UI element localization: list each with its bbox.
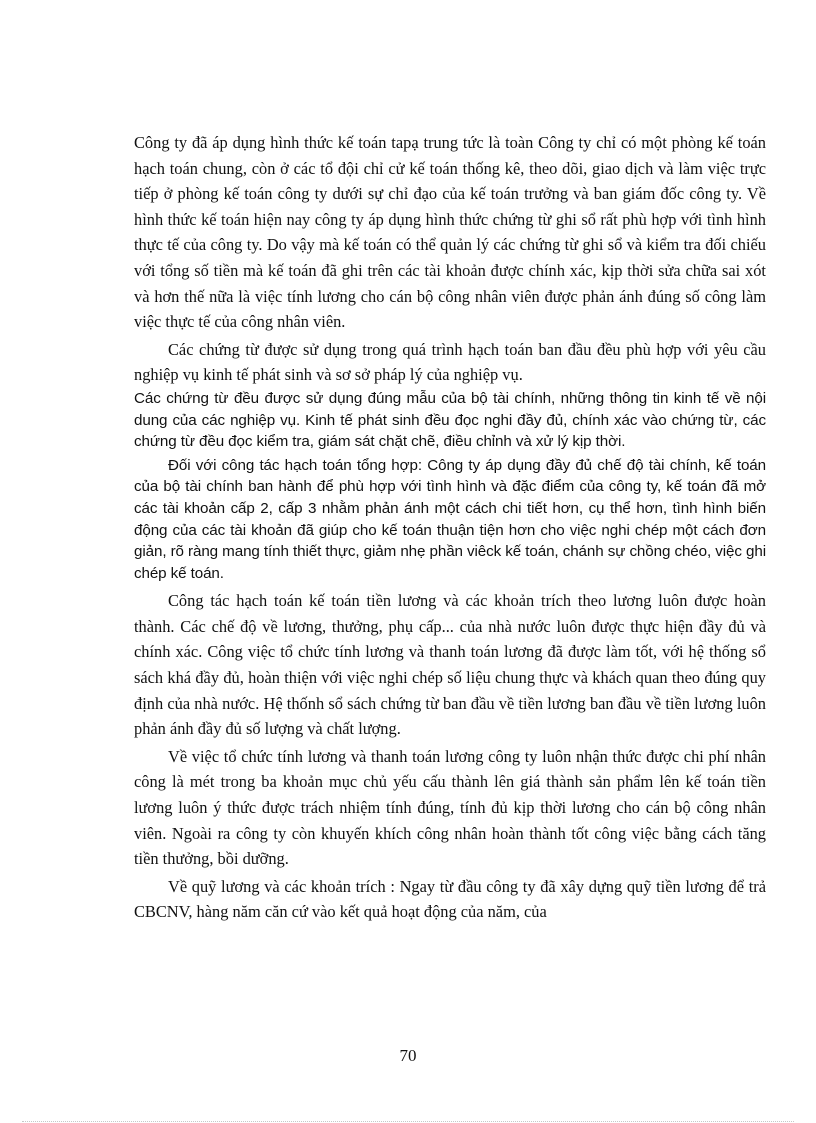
paragraph-salary-fund: Về quỹ lương và các khoản trích : Ngay từ đầu công ty đã xây dựng quỹ tiền lương để trả CBCNV, hàng năm căn cứ vào kết quả hoạt động của năm, của <box>134 876 766 922</box>
page-bottom-divider <box>22 1121 794 1122</box>
body-text <box>134 130 766 925</box>
page-number: 70 <box>399 1046 417 1065</box>
paragraph-vouchers-standard: Các chứng từ đều được sử dụng đúng mẫu của bộ tài chính, những thông tin kinh tế về nội dung của các nghiệp vụ. Kinh tế phát sinh đều đọc nghi đầy đủ, chính xác vào chứng từ, các chứng từ đều đọc kiểm tra, giám sát chặt chẽ, điều chỉnh và xử lý kịp thời. <box>134 389 766 451</box>
paragraph-vouchers-usage: Các chứng từ được sử dụng trong quá trình hạch toán ban đầu đều phù hợp với yêu cầu nghiệp vụ kinh tế phát sinh và sơ sở pháp lý của nghiệp vụ. <box>134 339 766 385</box>
paragraph-general-accounting: Đối với công tác hạch toán tổng hợp: Công ty áp dụng đầy đủ chế độ tài chính, kế toán của bộ tài chính ban hành để phù hợp với tình hình và đặc điểm của công ty, kế toán đã mở các tài khoản cấp 2, cấp 3 nhằm phản ánh một cách chi tiết hơn, cụ thể hơn, tình hình biến động của các tài khoản đã giúp cho kế toán thuận tiện hơn cho việc nghi chép một cách đơn giản, rõ ràng mang tính thiết thực, giảm nhẹ phần viêck kế toán, chánh sự chồng chéo, việc ghi chép kế toán. <box>134 456 766 582</box>
paragraph-accounting-form: Công ty đã áp dụng hình thức kế toán tapạ trung tức là toàn Công ty chỉ có một phòng kế toán hạch toán chung, còn ở các tổ đội chỉ cử kế toán thống kê, theo dõi, giao dịch và làm việc trực tiếp ở phòng kế toán công ty dưới sự chỉ đạo của kế toán trưởng và ban giám đốc công ty. Về hình thức kế toán hiện nay công ty áp dụng hình thức chứng từ ghi sổ rất phù hợp với tình hình thực tế của công ty. Do vậy mà kế toán có thể quản lý các chứng từ ghi sổ và kiểm tra đối chiếu với tổng số tiền mà kế toán đã ghi trên các tài khoản được chính xác, kịp thời sửa chữa sai xót và hơn thế nữa là việc tính lương cho cán bộ công nhân viên được phản ánh đúng số công làm việc thực tế của công nhân viên. <box>134 133 766 332</box>
paragraph-payroll-accounting: Công tác hạch toán kế toán tiền lương và các khoản trích theo lương luôn được hoàn thành. Các chế độ về lương, thưởng, phụ cấp... của nhà nước luôn được thực hiện đầy đủ và chính xác. Công việc tổ chức tính lương và thanh toán lương đã được làm tốt, với hệ thống sổ sách khá đầy đủ, hoàn thiện với việc nghi chép số liệu chung thực và khách quan theo đúng quy định của nhà nước. Hệ thốnh sổ sách chứng từ ban đầu về tiền lương ban đầu về tiền lương luôn phản ánh đầy đủ số lượng và chất lượng. <box>134 591 766 739</box>
paragraph-payroll-organization: Về việc tổ chức tính lương và thanh toán lương công ty luôn nhận thức được chi phí nhân công là mét trong ba khoản mục chủ yếu cấu thành lên giá thành sản phẩm lên kế toán tiền lương luôn ý thức được trách nhiệm tính đúng, tính đủ kịp thời lương cho cán bộ công nhân viên. Ngoài ra công ty còn khuyến khích công nhân hoàn thành tốt công việc bằng cách tăng tiền thưởng, bồi dưỡng. <box>134 746 766 869</box>
